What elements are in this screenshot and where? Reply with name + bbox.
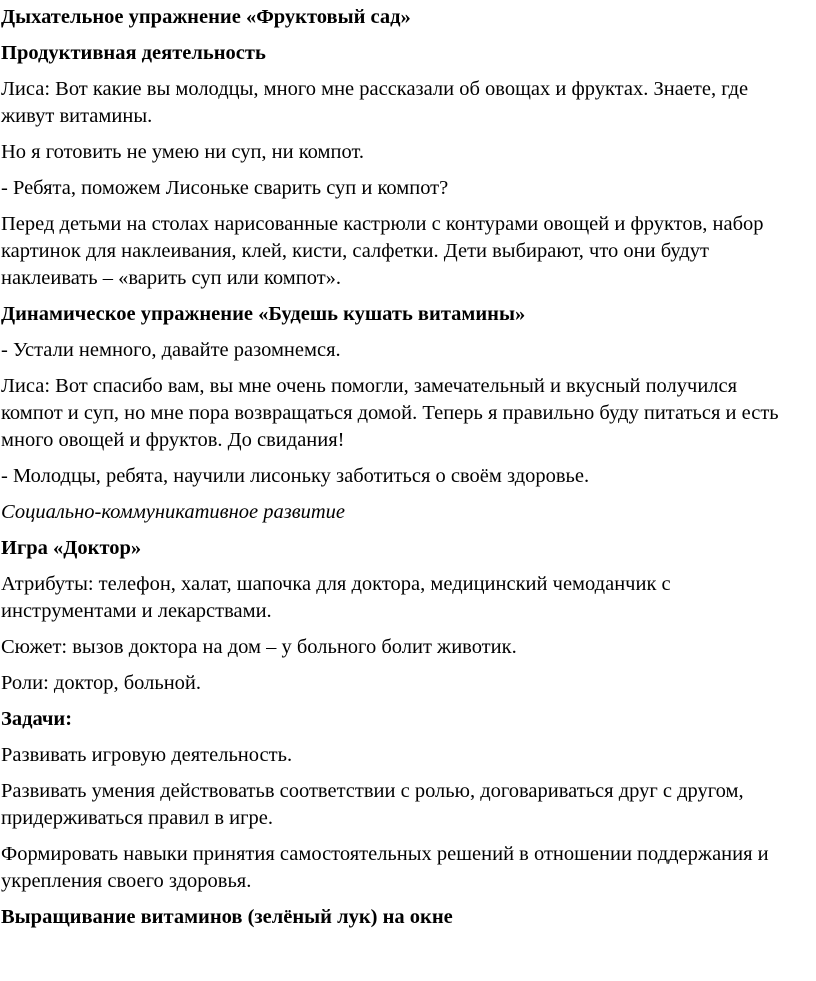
heading-breathing-exercise: Дыхательное упражнение «Фруктовый сад»: [1, 6, 411, 28]
heading-productive-activity: Продуктивная деятельность: [1, 42, 266, 64]
heading-social-communicative: Социально-коммуникативное развитие: [1, 501, 346, 523]
paragraph-cannot-cook: Но я готовить не умею ни суп, ни компот.: [1, 141, 364, 163]
paragraph-warm-up: - Устали немного, давайте разомнемся.: [1, 339, 341, 361]
heading-tasks: Задачи:: [1, 708, 73, 730]
paragraph-attributes: Атрибуты: телефон, халат, шапочка для доктора, медицинский чемоданчик с инструментами и лекарствами.: [1, 573, 671, 622]
paragraph-help-fox: - Ребята, поможем Лисоньке сварить суп и компот?: [1, 177, 449, 199]
paragraph-task-2: Развивать умения действоватьв соответствии с ролью, договариваться друг с другом, придерживаться правил в игре.: [1, 780, 744, 829]
paragraph-fox-thanks: Лиса: Вот спасибо вам, вы мне очень помогли, замечательный и вкусный получился компот и суп, но мне пора возвращаться домой. Теперь я правильно буду питаться и есть много овощей и фруктов. До свидания!: [1, 375, 779, 451]
heading-doctor-game: Игра «Доктор»: [1, 537, 142, 559]
paragraph-roles: Роли: доктор, больной.: [1, 672, 202, 694]
paragraph-activity-description: Перед детьми на столах нарисованные кастрюли с контурами овощей и фруктов, набор картинок для наклеивания, клей, кисти, салфетки. Дети выбирают, что они будут наклеивать – «варить суп или компот».: [1, 213, 764, 289]
paragraph-task-1: Развивать игровую деятельность.: [1, 744, 293, 766]
heading-growing-vitamins: Выращивание витаминов (зелёный лук) на окне: [1, 906, 453, 928]
paragraph-plot: Сюжет: вызов доктора на дом – у больного болит животик.: [1, 636, 517, 658]
paragraph-task-3: Формировать навыки принятия самостоятельных решений в отношении поддержания и укрепления своего здоровья.: [1, 843, 769, 892]
paragraph-well-done: - Молодцы, ребята, научили лисоньку заботиться о своём здоровье.: [1, 465, 590, 487]
paragraph-fox-vitamins: Лиса: Вот какие вы молодцы, много мне рассказали об овощах и фруктах. Знаете, где живут витамины.: [1, 78, 749, 127]
heading-dynamic-exercise: Динамическое упражнение «Будешь кушать витамины»: [1, 303, 526, 325]
